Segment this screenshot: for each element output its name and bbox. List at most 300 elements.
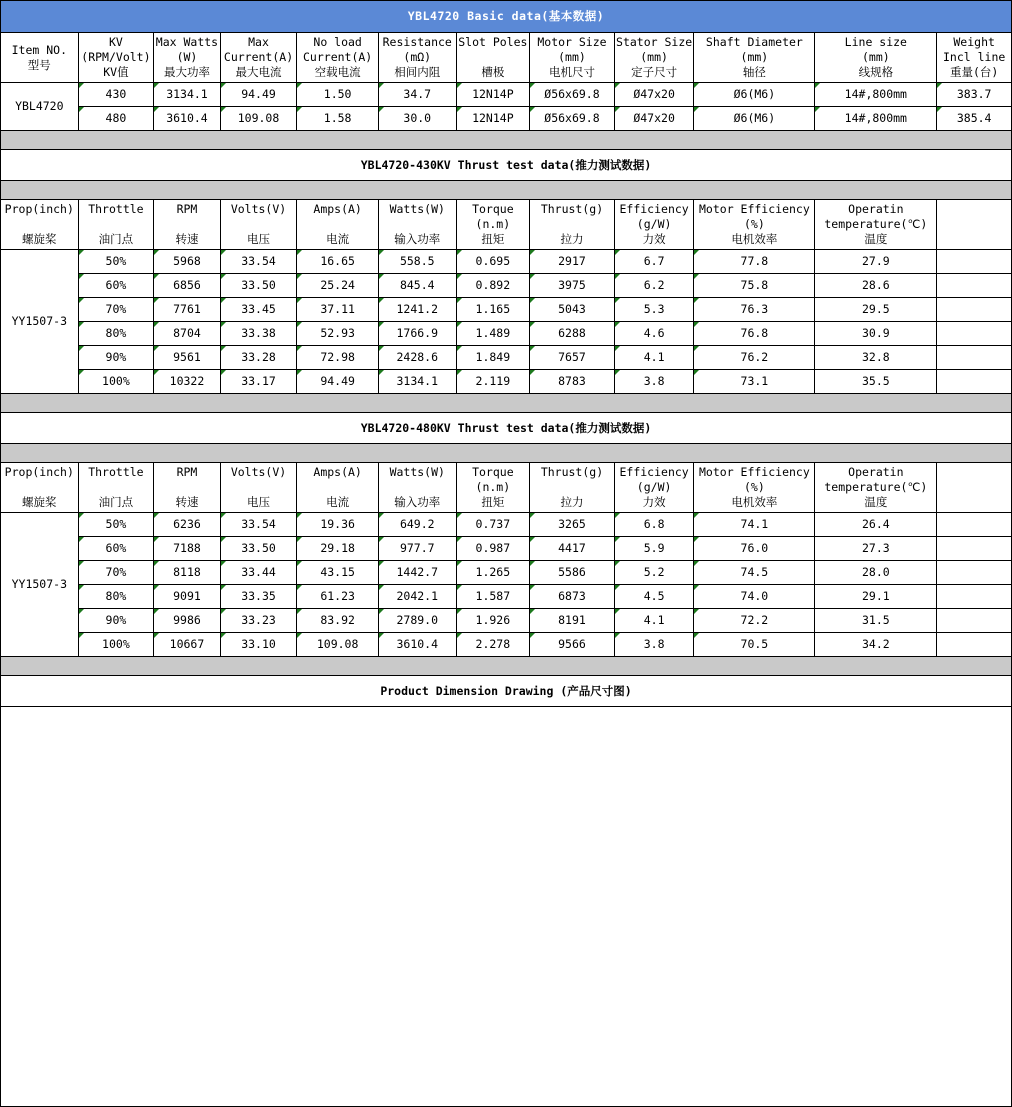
basic-value-cell: 3610.4 <box>154 107 221 131</box>
header-line <box>379 217 456 232</box>
thrust-value-cell: 76.8 <box>694 322 815 346</box>
basic-value-cell: 480 <box>78 107 154 131</box>
thrust-value-cell: 33.45 <box>220 298 297 322</box>
thrust-header-cell <box>815 200 937 250</box>
header-line: Watts(W) <box>389 202 445 216</box>
basic-value-cell: 12N14P <box>456 107 530 131</box>
thrust-value-cell: 4.1 <box>614 346 694 370</box>
basic-value-cell: 3134.1 <box>154 83 221 107</box>
thrust-value-cell: 31.5 <box>815 609 937 633</box>
thrust-value-cell: 1766.9 <box>378 322 456 346</box>
thrust-value-cell: 60% <box>78 537 154 561</box>
thrust-value-cell: 0.737 <box>456 513 530 537</box>
thrust-value-cell: 28.0 <box>815 561 937 585</box>
basic-value-cell: Ø47x20 <box>614 107 694 131</box>
header-line: 扭矩 <box>481 232 505 246</box>
thrust-value-cell: 6288 <box>530 322 615 346</box>
thrust-value-cell: 5.9 <box>614 537 694 561</box>
header-line: Incl line <box>943 50 1006 64</box>
header-line: 电机效率 <box>731 495 778 509</box>
header-line: Volts(V) <box>230 465 287 479</box>
thrust-value-cell: 8118 <box>154 561 221 585</box>
header-line: 重量(台) <box>949 65 999 79</box>
thrust-value-cell: 33.28 <box>220 346 297 370</box>
basic-value-cell: 1.58 <box>297 107 379 131</box>
thrust-value-cell: 1.165 <box>456 298 530 322</box>
header-line: Thrust(g) <box>540 465 604 479</box>
basic-header-cell <box>78 33 154 83</box>
thrust-header-cell <box>78 463 154 513</box>
header-line: 螺旋桨 <box>22 232 57 246</box>
thrust-header-cell <box>530 463 615 513</box>
thrust-value-cell: 5.3 <box>614 298 694 322</box>
header-line: (RPM/Volt) <box>81 50 151 64</box>
thrust-value-cell: 0.987 <box>456 537 530 561</box>
header-line: Amps(A) <box>313 465 362 479</box>
header-line: 螺旋桨 <box>22 495 57 509</box>
header-line: 力效 <box>642 232 666 246</box>
header-line: Shaft Diameter <box>705 35 803 49</box>
thrust-value-cell: 76.3 <box>694 298 815 322</box>
thrust-value-cell: 19.36 <box>297 513 379 537</box>
header-line: Operatin <box>848 465 904 479</box>
basic-header-cell <box>297 33 379 83</box>
header-line: 力效 <box>642 495 666 509</box>
thrust-value-cell: 72.98 <box>297 346 379 370</box>
header-line: 拉力 <box>560 495 584 509</box>
thrust-value-cell: 80% <box>78 322 154 346</box>
thrust-value-cell: 2917 <box>530 250 615 274</box>
thrust-value-cell: 33.50 <box>220 274 297 298</box>
separator-row <box>1 181 1012 200</box>
thrust-value-cell: 70% <box>78 298 154 322</box>
thrust-value-cell: 5043 <box>530 298 615 322</box>
t480-section-title: YBL4720-480KV Thrust test data(推力测试数据) <box>1 413 1012 444</box>
header-line: temperature(℃) <box>824 480 928 494</box>
thrust-value-cell: 33.50 <box>220 537 297 561</box>
thrust-header-cell <box>1 463 79 513</box>
header-line: (%) <box>744 217 765 231</box>
thrust-value-cell: 50% <box>78 513 154 537</box>
thrust-value-cell: 2789.0 <box>378 609 456 633</box>
thrust-value-cell: 6.8 <box>614 513 694 537</box>
thrust-value-cell: 0.892 <box>456 274 530 298</box>
basic-value-cell: 383.7 <box>937 83 1012 107</box>
thrust-value-cell: 1.489 <box>456 322 530 346</box>
header-line: Prop(inch) <box>4 202 74 216</box>
header-line <box>79 480 154 495</box>
header-line: 线规格 <box>858 65 894 79</box>
thrust-value-cell: 35.5 <box>815 370 937 394</box>
basic-value-cell: 30.0 <box>378 107 456 131</box>
empty-cell <box>937 370 1012 394</box>
empty-cell <box>937 250 1012 274</box>
thrust-value-cell: 2042.1 <box>378 585 456 609</box>
header-line: Throttle <box>88 202 144 216</box>
basic-value-cell: Ø56x69.8 <box>530 107 615 131</box>
separator-row <box>1 657 1012 676</box>
thrust-value-cell: 1442.7 <box>378 561 456 585</box>
header-line: No load <box>313 35 362 49</box>
header-line: Resistance <box>382 35 452 49</box>
header-line: 电机尺寸 <box>548 65 595 79</box>
thrust-header-cell <box>297 200 379 250</box>
header-line: Motor Efficiency <box>699 202 810 216</box>
header-line: (mm) <box>861 50 890 64</box>
header-line: (mΩ) <box>403 50 432 64</box>
thrust-value-cell: 9091 <box>154 585 221 609</box>
basic-value-cell: Ø6(M6) <box>694 83 815 107</box>
header-line: Prop(inch) <box>4 465 74 479</box>
header-line: Efficiency <box>619 202 689 216</box>
basic-value-cell: 34.7 <box>378 83 456 107</box>
thrust-value-cell: 9566 <box>530 633 615 657</box>
thrust-header-cell <box>378 200 456 250</box>
header-line: RPM <box>176 465 198 479</box>
thrust-value-cell: 8704 <box>154 322 221 346</box>
empty-cell <box>937 609 1012 633</box>
header-line: Motor Efficiency <box>699 465 810 479</box>
basic-value-cell: 12N14P <box>456 83 530 107</box>
header-line: 槽极 <box>481 65 505 79</box>
header-line: Item NO. <box>11 42 67 57</box>
header-line: (mm) <box>740 50 769 64</box>
thrust-value-cell: 83.92 <box>297 609 379 633</box>
thrust-value-cell: 3.8 <box>614 633 694 657</box>
thrust-value-cell: 4.6 <box>614 322 694 346</box>
header-line: Stator Size <box>616 35 693 49</box>
thrust-value-cell: 27.9 <box>815 250 937 274</box>
thrust-value-cell: 16.65 <box>297 250 379 274</box>
header-line: 温度 <box>864 232 888 246</box>
thrust-value-cell: 6873 <box>530 585 615 609</box>
thrust-value-cell: 1.587 <box>456 585 530 609</box>
thrust-value-cell: 1.849 <box>456 346 530 370</box>
thrust-value-cell: 5.2 <box>614 561 694 585</box>
thrust-value-cell: 52.93 <box>297 322 379 346</box>
thrust-value-cell: 76.0 <box>694 537 815 561</box>
header-line: Watts(W) <box>389 465 445 479</box>
thrust-value-cell: 61.23 <box>297 585 379 609</box>
header-line: 电机效率 <box>731 232 778 246</box>
basic-header-cell <box>614 33 694 83</box>
header-line: Efficiency <box>619 465 689 479</box>
header-line: Amps(A) <box>313 202 362 216</box>
header-line: Current(A) <box>303 50 373 64</box>
basic-value-cell: 109.08 <box>220 107 297 131</box>
empty-cell <box>937 513 1012 537</box>
thrust-value-cell: 558.5 <box>378 250 456 274</box>
thrust-value-cell: 4417 <box>530 537 615 561</box>
header-line: (mm) <box>640 50 668 64</box>
header-line: 油门点 <box>98 495 134 509</box>
header-line: (mm) <box>558 50 586 64</box>
thrust-header-cell <box>297 463 379 513</box>
thrust-value-cell: 94.49 <box>297 370 379 394</box>
thrust-header-cell <box>78 200 154 250</box>
basic-header-cell <box>530 33 615 83</box>
thrust-header-cell <box>220 200 297 250</box>
thrust-value-cell: 9561 <box>154 346 221 370</box>
basic-header-cell <box>154 33 221 83</box>
thrust-header-cell <box>456 463 530 513</box>
drawing-section-title: Product Dimension Drawing (产品尺寸图) <box>1 676 1012 707</box>
header-line: 输入功率 <box>394 495 441 509</box>
basic-header-cell <box>220 33 297 83</box>
thrust-value-cell: 33.54 <box>220 513 297 537</box>
basic-header-cell <box>456 33 530 83</box>
thrust-value-cell: 5968 <box>154 250 221 274</box>
header-line <box>457 50 530 65</box>
header-line: temperature(℃) <box>824 217 928 231</box>
header-line: 型号 <box>27 57 51 72</box>
thrust-value-cell: 75.8 <box>694 274 815 298</box>
basic-value-cell: 385.4 <box>937 107 1012 131</box>
separator-row <box>1 394 1012 413</box>
header-line: 扭矩 <box>481 495 505 509</box>
basic-value-cell: 1.50 <box>297 83 379 107</box>
thrust-value-cell: 3265 <box>530 513 615 537</box>
thrust-value-cell: 3134.1 <box>378 370 456 394</box>
header-line: Max Watts <box>155 35 219 49</box>
t430-section-title: YBL4720-430KV Thrust test data(推力测试数据) <box>1 150 1012 181</box>
thrust-value-cell: 28.6 <box>815 274 937 298</box>
header-line <box>530 217 614 232</box>
thrust-value-cell: 5586 <box>530 561 615 585</box>
thrust-value-cell: 7188 <box>154 537 221 561</box>
thrust-value-cell: 6.2 <box>614 274 694 298</box>
thrust-value-cell: 26.4 <box>815 513 937 537</box>
header-line: (%) <box>744 480 765 494</box>
thrust-value-cell: 4.1 <box>614 609 694 633</box>
thrust-value-cell: 80% <box>78 585 154 609</box>
basic-value-cell: Ø56x69.8 <box>530 83 615 107</box>
thrust-header-cell <box>154 200 221 250</box>
header-line: 最大功率 <box>163 65 210 79</box>
basic-value-cell: 14#,800mm <box>815 83 937 107</box>
thrust-value-cell: 33.54 <box>220 250 297 274</box>
thrust-value-cell: 74.5 <box>694 561 815 585</box>
empty-cell <box>937 274 1012 298</box>
thrust-header-cell <box>1 200 79 250</box>
thrust-value-cell: 3975 <box>530 274 615 298</box>
thrust-value-cell: 7761 <box>154 298 221 322</box>
header-line: Volts(V) <box>230 202 287 216</box>
empty-cell <box>937 322 1012 346</box>
header-line <box>530 480 614 495</box>
thrust-value-cell: 6856 <box>154 274 221 298</box>
header-line: (n.m) <box>475 480 511 494</box>
basic-header-cell <box>937 33 1012 83</box>
thrust-value-cell: 4.5 <box>614 585 694 609</box>
header-line: Thrust(g) <box>540 202 604 216</box>
header-line: 电压 <box>247 495 271 509</box>
thrust-value-cell: 0.695 <box>456 250 530 274</box>
thrust-value-cell: 77.8 <box>694 250 815 274</box>
header-line <box>1 217 78 232</box>
thrust-value-cell: 33.10 <box>220 633 297 657</box>
empty-cell <box>937 561 1012 585</box>
empty-cell <box>937 346 1012 370</box>
header-line: 电流 <box>326 232 350 246</box>
basic-value-cell: Ø6(M6) <box>694 107 815 131</box>
separator-row <box>1 444 1012 463</box>
thrust-header-cell <box>694 463 815 513</box>
thrust-value-cell: 100% <box>78 633 154 657</box>
thrust-value-cell: 2.278 <box>456 633 530 657</box>
thrust-value-cell: 6236 <box>154 513 221 537</box>
thrust-value-cell: 90% <box>78 609 154 633</box>
basic-header-cell <box>694 33 815 83</box>
thrust-value-cell: 37.11 <box>297 298 379 322</box>
thrust-value-cell: 50% <box>78 250 154 274</box>
header-line: (n.m) <box>475 217 511 231</box>
thrust-value-cell: 34.2 <box>815 633 937 657</box>
thrust-value-cell: 1241.2 <box>378 298 456 322</box>
thrust-value-cell: 43.15 <box>297 561 379 585</box>
header-line <box>154 480 220 495</box>
header-line <box>79 217 154 232</box>
header-line: 转速 <box>175 232 199 246</box>
empty-cell <box>937 298 1012 322</box>
thrust-value-cell: 60% <box>78 274 154 298</box>
header-line: 温度 <box>864 495 888 509</box>
thrust-value-cell: 29.18 <box>297 537 379 561</box>
thrust-value-cell: 90% <box>78 346 154 370</box>
header-line: Slot Poles <box>458 35 528 49</box>
thrust-value-cell: 7657 <box>530 346 615 370</box>
header-line: RPM <box>176 202 198 216</box>
header-line: (W) <box>176 50 198 64</box>
thrust-value-cell: 33.44 <box>220 561 297 585</box>
basic-header-cell <box>378 33 456 83</box>
header-line: 电压 <box>247 232 271 246</box>
header-line: 电流 <box>326 495 350 509</box>
thrust-header-cell <box>614 463 694 513</box>
thrust-value-cell: 29.5 <box>815 298 937 322</box>
thrust-value-cell: 72.2 <box>694 609 815 633</box>
thrust-value-cell: 2.119 <box>456 370 530 394</box>
thrust-value-cell: 3610.4 <box>378 633 456 657</box>
header-line: 最大电流 <box>235 65 282 79</box>
thrust-header-cell <box>815 463 937 513</box>
basic-header-cell <box>815 33 937 83</box>
header-line: Throttle <box>88 465 144 479</box>
empty-header-cell <box>937 200 1012 250</box>
thrust-value-cell: 30.9 <box>815 322 937 346</box>
empty-cell <box>937 537 1012 561</box>
thrust-value-cell: 70.5 <box>694 633 815 657</box>
empty-header-cell <box>937 463 1012 513</box>
dimension-drawing-cell <box>1 707 1012 1107</box>
prop-name: YY1507-3 <box>1 513 79 657</box>
thrust-header-cell <box>378 463 456 513</box>
thrust-header-cell <box>456 200 530 250</box>
header-line <box>1 480 78 495</box>
header-line <box>221 480 297 495</box>
basic-value-cell: 430 <box>78 83 154 107</box>
header-line: KV <box>108 35 123 49</box>
thrust-header-cell <box>530 200 615 250</box>
sheet-title: YBL4720 Basic data(基本数据) <box>1 1 1012 33</box>
header-line: Weight <box>953 35 995 49</box>
thrust-value-cell: 9986 <box>154 609 221 633</box>
thrust-header-cell <box>220 463 297 513</box>
thrust-value-cell: 70% <box>78 561 154 585</box>
basic-value-cell: 14#,800mm <box>815 107 937 131</box>
thrust-value-cell: 2428.6 <box>378 346 456 370</box>
prop-name: YY1507-3 <box>1 250 79 394</box>
thrust-value-cell: 74.0 <box>694 585 815 609</box>
thrust-value-cell: 32.8 <box>815 346 937 370</box>
header-line: Torque <box>472 202 514 216</box>
thrust-header-cell <box>694 200 815 250</box>
header-line: 相间内阻 <box>394 65 441 79</box>
header-line <box>379 480 456 495</box>
header-line <box>297 480 378 495</box>
thrust-header-cell <box>154 463 221 513</box>
header-line: 轴径 <box>742 65 766 79</box>
thrust-value-cell: 6.7 <box>614 250 694 274</box>
thrust-value-cell: 10322 <box>154 370 221 394</box>
thrust-value-cell: 73.1 <box>694 370 815 394</box>
header-line: KV值 <box>103 65 129 79</box>
thrust-value-cell: 8191 <box>530 609 615 633</box>
header-line: 定子尺寸 <box>631 65 678 79</box>
thrust-value-cell: 33.35 <box>220 585 297 609</box>
basic-value-cell: 94.49 <box>220 83 297 107</box>
thrust-value-cell: 29.1 <box>815 585 937 609</box>
header-line: Max <box>248 35 269 49</box>
header-line <box>297 217 378 232</box>
header-line <box>221 217 297 232</box>
header-line: 空载电流 <box>314 65 361 79</box>
thrust-value-cell: 76.2 <box>694 346 815 370</box>
header-line: Torque <box>472 465 514 479</box>
thrust-value-cell: 74.1 <box>694 513 815 537</box>
header-line: Current(A) <box>223 50 294 64</box>
thrust-value-cell: 25.24 <box>297 274 379 298</box>
thrust-value-cell: 109.08 <box>297 633 379 657</box>
header-line: 输入功率 <box>394 232 441 246</box>
thrust-value-cell: 33.23 <box>220 609 297 633</box>
thrust-value-cell: 100% <box>78 370 154 394</box>
item-number: YBL4720 <box>1 83 79 131</box>
empty-cell <box>937 633 1012 657</box>
header-line: 转速 <box>175 495 199 509</box>
basic-value-cell: Ø47x20 <box>614 83 694 107</box>
thrust-header-cell <box>614 200 694 250</box>
thrust-value-cell: 27.3 <box>815 537 937 561</box>
thrust-value-cell: 8783 <box>530 370 615 394</box>
thrust-value-cell: 845.4 <box>378 274 456 298</box>
thrust-value-cell: 33.38 <box>220 322 297 346</box>
header-line: (g/W) <box>636 217 672 231</box>
thrust-value-cell: 1.926 <box>456 609 530 633</box>
thrust-value-cell: 1.265 <box>456 561 530 585</box>
empty-cell <box>937 585 1012 609</box>
header-line: Motor Size <box>537 35 607 49</box>
separator-row <box>1 131 1012 150</box>
header-line: 拉力 <box>560 232 584 246</box>
basic-header-cell <box>1 33 79 83</box>
header-line: 油门点 <box>98 232 134 246</box>
header-line: Operatin <box>848 202 904 216</box>
header-line <box>154 217 220 232</box>
thrust-value-cell: 10667 <box>154 633 221 657</box>
thrust-value-cell: 33.17 <box>220 370 297 394</box>
thrust-value-cell: 649.2 <box>378 513 456 537</box>
